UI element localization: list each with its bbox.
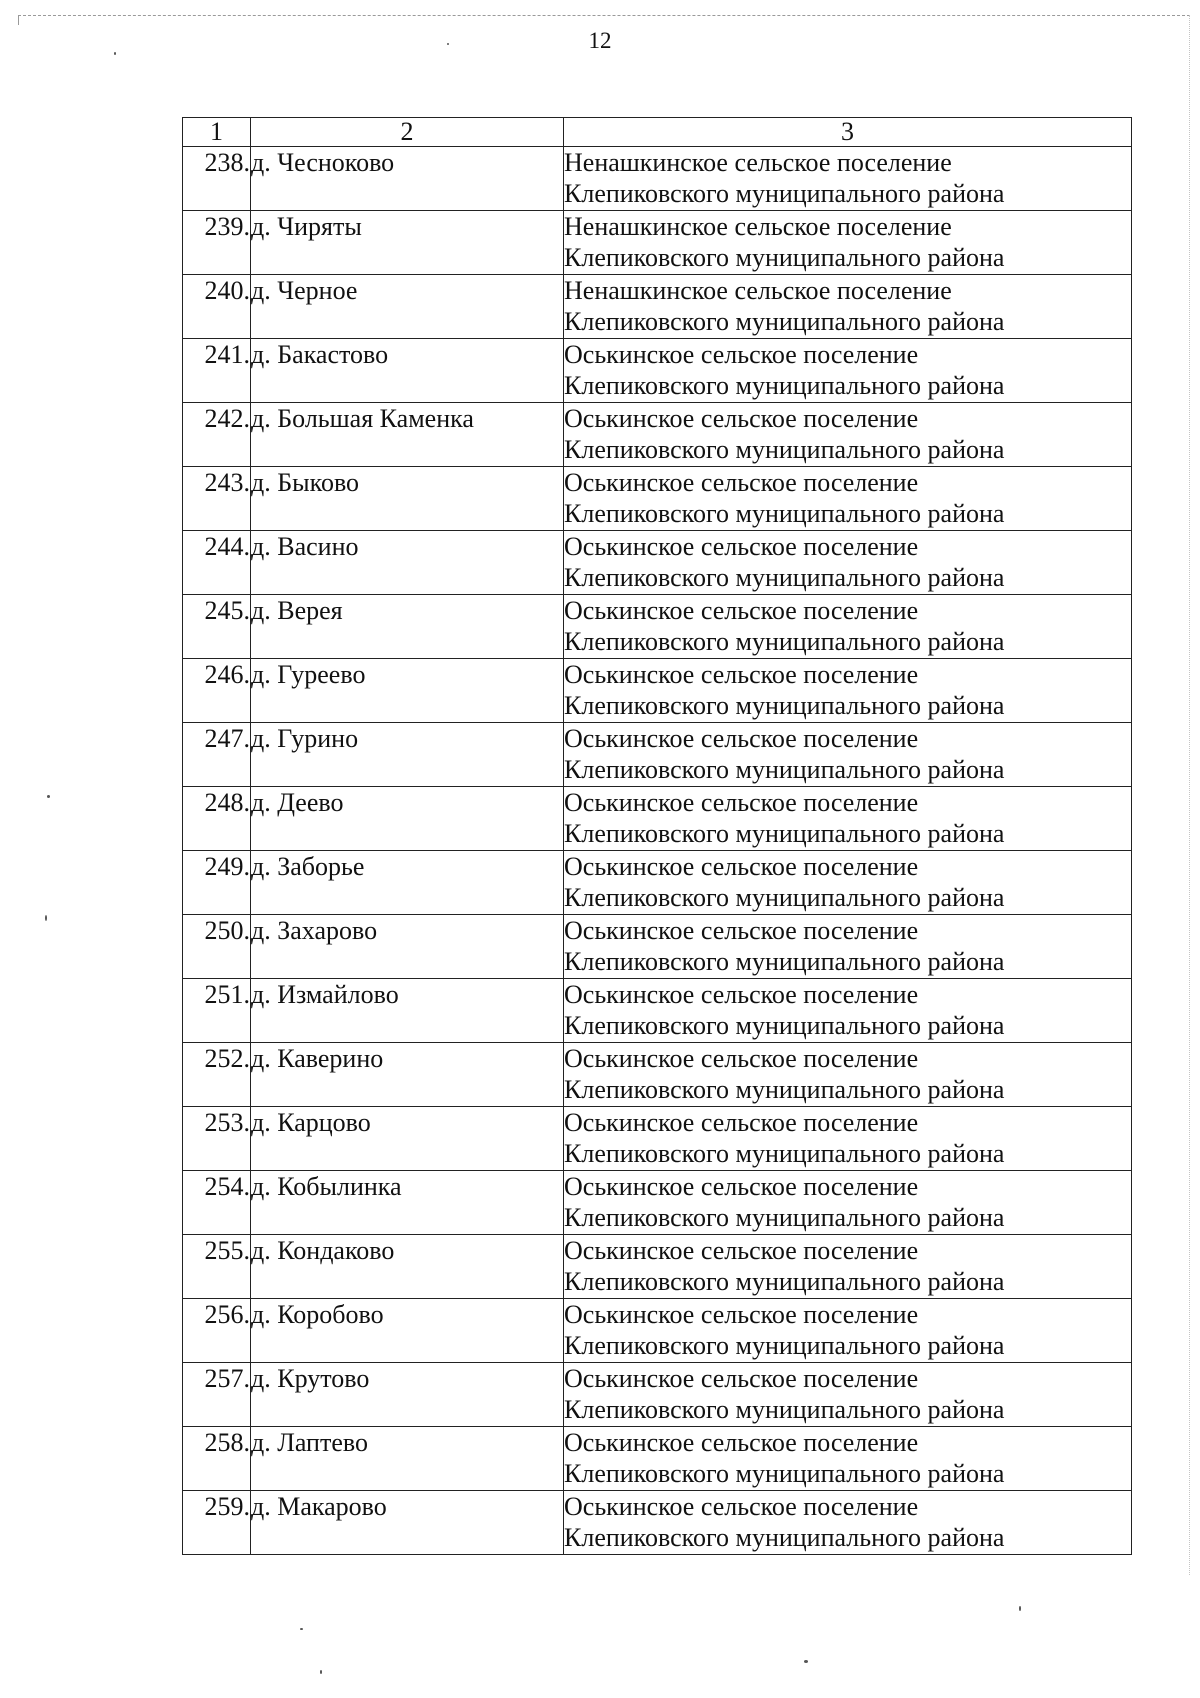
row-number: 254. [183,1171,251,1235]
page-number: 12 [588,28,612,53]
district-name: Клепиковского муниципального района [564,243,1005,272]
row-number: 239. [183,211,251,275]
settlement-cell [564,467,1132,531]
table-row [183,1491,1132,1555]
settlement-name: Оськинское сельское поселение [564,468,919,497]
scan-speck [114,52,116,55]
settlement-name: Оськинское сельское поселение [564,532,919,561]
locality-name: д. Кондаково [251,1235,564,1299]
locality-name: д. Карцово [251,1107,564,1171]
district-name: Клепиковского муниципального района [564,563,1005,592]
row-number: 259. [183,1491,251,1555]
row-number: 246. [183,659,251,723]
settlement-cell [564,979,1132,1043]
scan-speck [804,1660,808,1663]
settlement-cell [564,531,1132,595]
settlement-name: Оськинское сельское поселение [564,788,919,817]
settlement-name: Оськинское сельское поселение [564,1172,919,1201]
settlement-name: Оськинское сельское поселение [564,1108,919,1137]
table-row [183,979,1132,1043]
settlement-name: Оськинское сельское поселение [564,852,919,881]
row-number: 250. [183,915,251,979]
district-name: Клепиковского муниципального района [564,819,1005,848]
scan-edge-right [1189,15,1190,1575]
locality-name: д. Коробово [251,1299,564,1363]
locality-name: д. Деево [251,787,564,851]
row-number: 253. [183,1107,251,1171]
row-number: 256. [183,1299,251,1363]
district-name: Клепиковского муниципального района [564,371,1005,400]
settlements-table [182,117,1132,1555]
settlement-cell [564,339,1132,403]
table-row [183,403,1132,467]
table-row [183,275,1132,339]
row-number: 258. [183,1427,251,1491]
settlement-cell [564,1491,1132,1555]
row-number: 240. [183,275,251,339]
row-number: 255. [183,1235,251,1299]
district-name: Клепиковского муниципального района [564,1139,1005,1168]
settlement-name: Оськинское сельское поселение [564,1044,919,1073]
header-cell-3: 3 [564,118,1132,147]
settlement-cell [564,787,1132,851]
settlement-name: Оськинское сельское поселение [564,1236,919,1265]
locality-name: д. Чиряты [251,211,564,275]
row-number: 242. [183,403,251,467]
scan-speck [45,915,47,921]
settlement-name: Оськинское сельское поселение [564,596,919,625]
row-number: 241. [183,339,251,403]
table-row [183,339,1132,403]
row-number: 244. [183,531,251,595]
settlement-cell [564,1363,1132,1427]
row-number: 248. [183,787,251,851]
locality-name: д. Каверино [251,1043,564,1107]
settlement-cell [564,659,1132,723]
district-name: Клепиковского муниципального района [564,435,1005,464]
settlement-cell [564,147,1132,211]
settlement-name: Ненашкинское сельское поселение [564,276,952,305]
table-row [183,1043,1132,1107]
settlement-cell [564,1299,1132,1363]
row-number: 243. [183,467,251,531]
district-name: Клепиковского муниципального района [564,1459,1005,1488]
locality-name: д. Измайлово [251,979,564,1043]
locality-name: д. Быково [251,467,564,531]
settlement-cell [564,915,1132,979]
settlement-name: Оськинское сельское поселение [564,980,919,1009]
settlement-cell [564,1107,1132,1171]
table-row [183,211,1132,275]
locality-name: д. Черное [251,275,564,339]
settlement-cell [564,1171,1132,1235]
settlement-cell [564,1043,1132,1107]
locality-name: д. Заборье [251,851,564,915]
settlement-cell [564,723,1132,787]
district-name: Клепиковского муниципального района [564,1267,1005,1296]
table-row [183,467,1132,531]
table-row [183,723,1132,787]
settlement-name: Оськинское сельское поселение [564,660,919,689]
district-name: Клепиковского муниципального района [564,307,1005,336]
district-name: Клепиковского муниципального района [564,947,1005,976]
row-number: 238. [183,147,251,211]
district-name: Клепиковского муниципального района [564,1075,1005,1104]
settlement-cell [564,403,1132,467]
settlement-name: Оськинское сельское поселение [564,340,919,369]
district-name: Клепиковского муниципального района [564,883,1005,912]
locality-name: д. Верея [251,595,564,659]
locality-name: д. Бакастово [251,339,564,403]
locality-name: д. Макарово [251,1491,564,1555]
settlement-cell [564,851,1132,915]
table-row [183,1299,1132,1363]
header-cell-2: 2 [251,118,564,147]
locality-name: д. Чесноково [251,147,564,211]
scan-edge-top [18,15,1190,16]
settlement-cell [564,275,1132,339]
table-row [183,915,1132,979]
settlement-name: Оськинское сельское поселение [564,1300,919,1329]
table-row [183,787,1132,851]
table-row [183,1107,1132,1171]
settlement-name: Оськинское сельское поселение [564,404,919,433]
settlement-name: Оськинское сельское поселение [564,1428,919,1457]
locality-name: д. Лаптево [251,1427,564,1491]
settlement-cell [564,595,1132,659]
locality-name: д. Большая Каменка [251,403,564,467]
district-name: Клепиковского муниципального района [564,1203,1005,1232]
district-name: Клепиковского муниципального района [564,179,1005,208]
district-name: Клепиковского муниципального района [564,1395,1005,1424]
row-number: 257. [183,1363,251,1427]
locality-name: д. Васино [251,531,564,595]
district-name: Клепиковского муниципального района [564,1331,1005,1360]
settlement-cell [564,1235,1132,1299]
district-name: Клепиковского муниципального района [564,691,1005,720]
row-number: 245. [183,595,251,659]
locality-name: д. Кобылинка [251,1171,564,1235]
settlement-name: Оськинское сельское поселение [564,1492,919,1521]
locality-name: д. Гуреево [251,659,564,723]
table-row [183,1427,1132,1491]
row-number: 249. [183,851,251,915]
table-row [183,595,1132,659]
scan-edge-left [18,15,19,25]
district-name: Клепиковского муниципального района [564,1523,1005,1552]
settlement-name: Оськинское сельское поселение [564,724,919,753]
scan-speck [300,1628,303,1630]
table-row [183,1235,1132,1299]
settlement-name: Ненашкинское сельское поселение [564,148,952,177]
table-row [183,531,1132,595]
row-number: 251. [183,979,251,1043]
scan-speck [47,795,50,798]
locality-name: д. Гурино [251,723,564,787]
locality-name: д. Захарово [251,915,564,979]
header-cell-1: 1 [183,118,251,147]
scan-speck [1019,1606,1021,1611]
district-name: Клепиковского муниципального района [564,1011,1005,1040]
scan-speck [447,43,449,45]
table-row [183,851,1132,915]
table-row [183,1171,1132,1235]
table-row [183,1363,1132,1427]
scan-speck [320,1670,322,1674]
settlement-name: Ненашкинское сельское поселение [564,212,952,241]
row-number: 247. [183,723,251,787]
table-row [183,659,1132,723]
settlement-cell [564,211,1132,275]
table-header-row [183,118,1132,147]
locality-name: д. Крутово [251,1363,564,1427]
district-name: Клепиковского муниципального района [564,627,1005,656]
settlement-name: Оськинское сельское поселение [564,916,919,945]
row-number: 252. [183,1043,251,1107]
table-row [183,147,1132,211]
settlement-cell [564,1427,1132,1491]
district-name: Клепиковского муниципального района [564,499,1005,528]
settlement-name: Оськинское сельское поселение [564,1364,919,1393]
district-name: Клепиковского муниципального района [564,755,1005,784]
